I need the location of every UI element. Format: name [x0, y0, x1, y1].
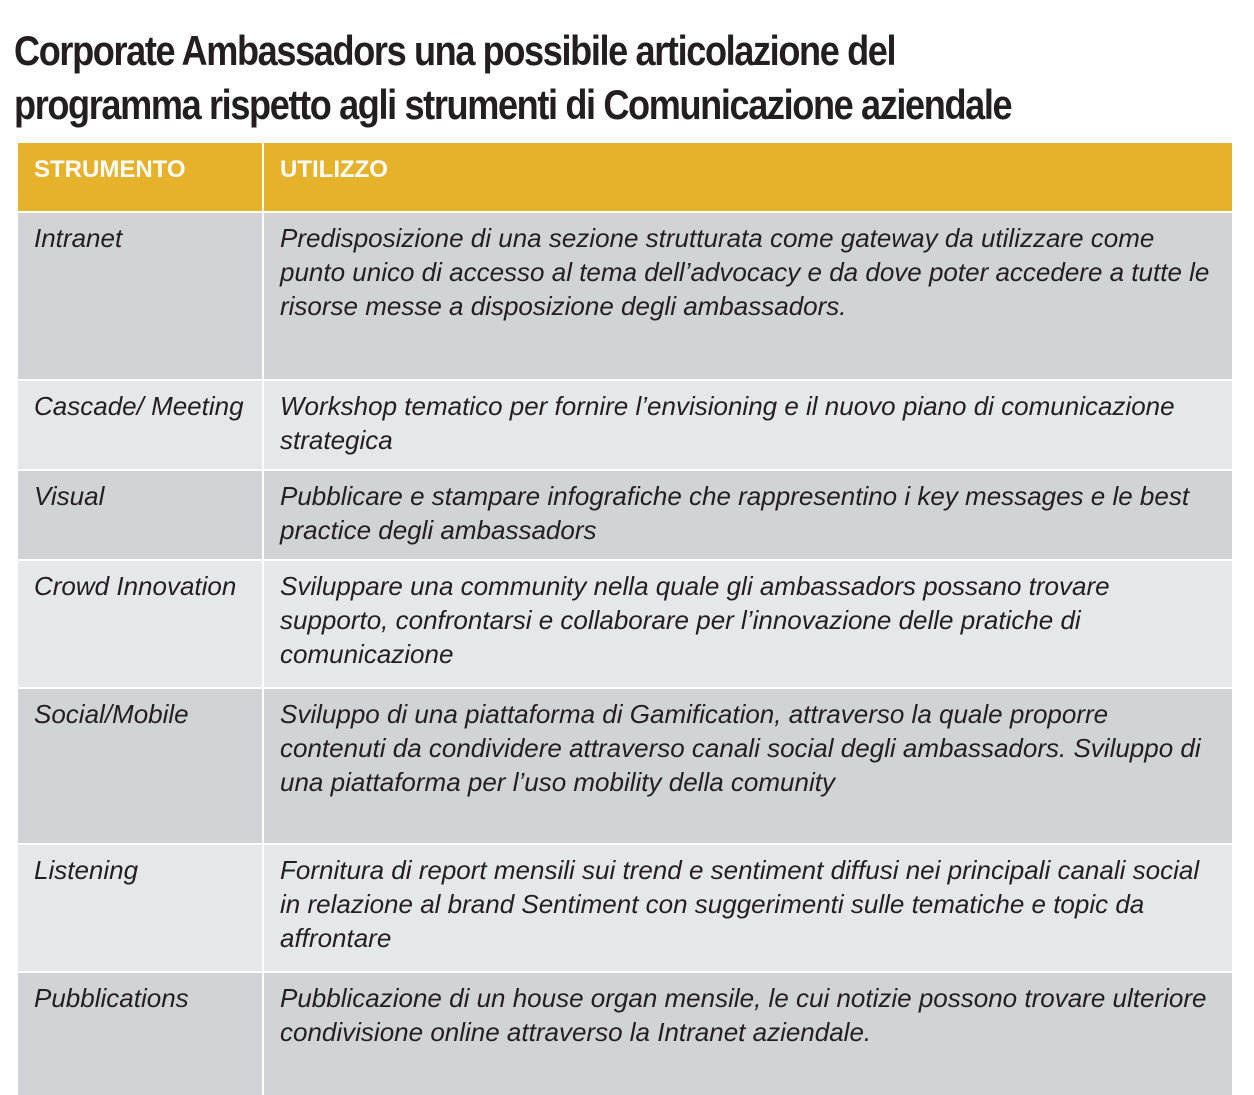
row-tool-social-mobile: Social/Mobile [18, 689, 264, 843]
row-use-crowd-innovation: Sviluppare una community nella quale gli ambassadors possano trovare supporto, confrontarsi e collaborare per l’innovazione delle pratiche di comunicazione [280, 571, 1110, 669]
row-use-social-mobile: Sviluppo di una piattaforma di Gamification, attraverso la quale proporre contenuti da condividere attraverso canali social degli ambassadors. Sviluppo di una piattaforma per l’uso mobility della comunity [280, 699, 1201, 797]
table-row [18, 845, 1232, 973]
table-row [18, 471, 1232, 561]
header-use: UTILIZZO [280, 156, 388, 183]
page-title-line-1: Corporate Ambassadors una possibile articolazione del [14, 27, 896, 74]
table-header-row [18, 143, 1232, 213]
row-tool-pubblications: Pubblications [18, 973, 264, 1095]
row-use-cascade-meeting: Workshop tematico per fornire l’envisioning e il nuovo piano di comunicazione strategica [280, 391, 1175, 455]
table-row [18, 689, 1232, 845]
row-use-pubblications: Pubblicazione di un house organ mensile, le cui notizie possono trovare ulteriore condivisione online attraverso la Intranet aziendale. [280, 983, 1207, 1047]
header-tool: STRUMENTO [18, 143, 264, 211]
row-use-visual: Pubblicare e stampare infografiche che rappresentino i key messages e le best practice degli ambassadors [280, 481, 1190, 545]
row-tool-intranet: Intranet [18, 213, 264, 379]
row-tool-listening: Listening [18, 845, 264, 971]
table-row [18, 561, 1232, 689]
page-title-line-2: programma rispetto agli strumenti di Comunicazione aziendale [14, 81, 1012, 128]
tools-table [18, 143, 1232, 1095]
table-row [18, 973, 1232, 1095]
row-use-listening: Fornitura di report mensili sui trend e sentiment diffusi nei principali canali social in relazione al brand Sentiment con suggerimenti sulle tematiche e topic da affrontare [280, 855, 1200, 953]
table-row [18, 213, 1232, 381]
page-title [14, 24, 1072, 132]
row-tool-cascade-meeting: Cascade/ Meeting [18, 381, 264, 469]
row-tool-crowd-innovation: Crowd Innovation [18, 561, 264, 687]
row-tool-visual: Visual [18, 471, 264, 559]
row-use-intranet: Predisposizione di una sezione strutturata come gateway da utilizzare come punto unico di accesso al tema dell’advocacy e da dove poter accedere a tutte le risorse messe a disposizione degli ambassadors. [280, 223, 1210, 321]
table-row [18, 381, 1232, 471]
